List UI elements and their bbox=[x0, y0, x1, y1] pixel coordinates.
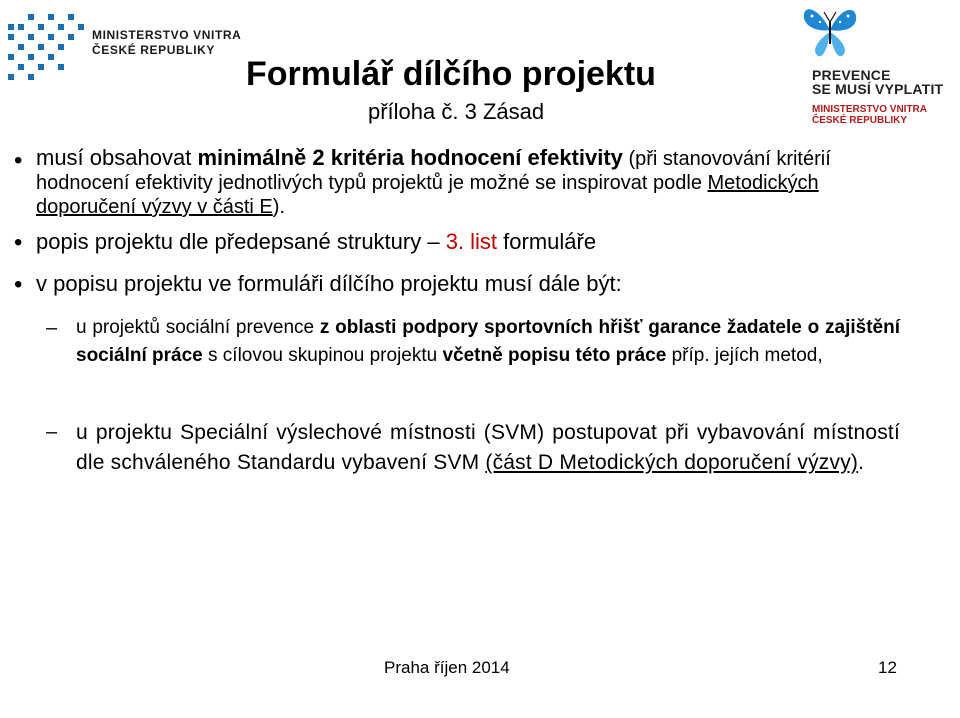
bullet-1 bbox=[36, 146, 906, 219]
sub-1-bold1: z oblasti podpory sportovních hřišť garance žadatele o zajištění sociální práce bbox=[76, 317, 900, 366]
butterfly-icon bbox=[800, 0, 860, 64]
prevence-line1: PREVENCE bbox=[812, 67, 891, 83]
ministry-logo-line2: ČESKÉ REPUBLIKY bbox=[92, 43, 216, 57]
bullet-2 bbox=[36, 228, 906, 256]
sub-item-1 bbox=[76, 314, 900, 370]
sub-2-text1: u projektu Speciální výslechové místnosti (SVM) postupovat při vybavování místností dle schváleného Standardu vybavení SVM bbox=[76, 421, 900, 474]
sub-1-text1: u projektů sociální prevence bbox=[76, 317, 320, 338]
sub-1-text2: s cílovou skupinou projektu bbox=[202, 345, 443, 366]
bullet-marker: • bbox=[14, 229, 23, 256]
dash-marker: – bbox=[46, 421, 58, 443]
bullet-1-link[interactable]: Metodických doporučení výzvy v části E bbox=[36, 172, 819, 218]
sub-2-end: . bbox=[858, 451, 865, 474]
bullet-marker: • bbox=[14, 271, 23, 298]
ministry-logo-dots bbox=[8, 14, 88, 84]
prevence-logo-text bbox=[812, 68, 943, 96]
ministry-right-text bbox=[812, 104, 927, 126]
page-number: 12 bbox=[878, 658, 897, 677]
bullet-2-red: 3. list bbox=[445, 229, 498, 254]
bullet-2-text: popis projektu dle předepsané struktury – bbox=[36, 229, 446, 254]
slide-title: Formulář dílčího projektu bbox=[246, 55, 656, 93]
ministry-right-line1: MINISTERSTVO VNITRA bbox=[812, 104, 928, 115]
footer-date: Praha říjen 2014 bbox=[384, 658, 510, 677]
bullet-1-rest: (při stanovování kritérií hodnocení efektivity jednotlivých typů projektů je možné se inspirovat podle bbox=[36, 148, 831, 194]
bullet-marker: • bbox=[14, 147, 23, 174]
dash-marker: – bbox=[46, 317, 58, 339]
ministry-logo-text bbox=[92, 28, 241, 58]
prevence-line2: SE MUSÍ VYPLATIT bbox=[812, 81, 944, 97]
sub-2-link[interactable]: (část D Metodických doporučení výzvy) bbox=[485, 451, 859, 474]
slide-subtitle: příloha č. 3 Zásad bbox=[368, 99, 545, 124]
bullet-3: v popisu projektu ve formuláři dílčího projektu musí dále být: bbox=[36, 271, 622, 296]
sub-1-bold2: včetně popisu této práce bbox=[442, 345, 667, 366]
ministry-logo-line1: MINISTERSTVO VNITRA bbox=[92, 28, 242, 42]
sub-1-text3: příp. jejích metod, bbox=[666, 345, 823, 366]
bullet-1-bold: minimálně 2 kritéria hodnocení efektivity bbox=[197, 145, 623, 170]
bullet-1-end: ). bbox=[272, 196, 285, 218]
bullet-1-lead: musí obsahovat bbox=[36, 145, 198, 170]
ministry-right-line2: ČESKÉ REPUBLIKY bbox=[812, 115, 908, 126]
sub-item-2 bbox=[76, 418, 900, 478]
bullet-2-end: formuláře bbox=[497, 229, 597, 254]
